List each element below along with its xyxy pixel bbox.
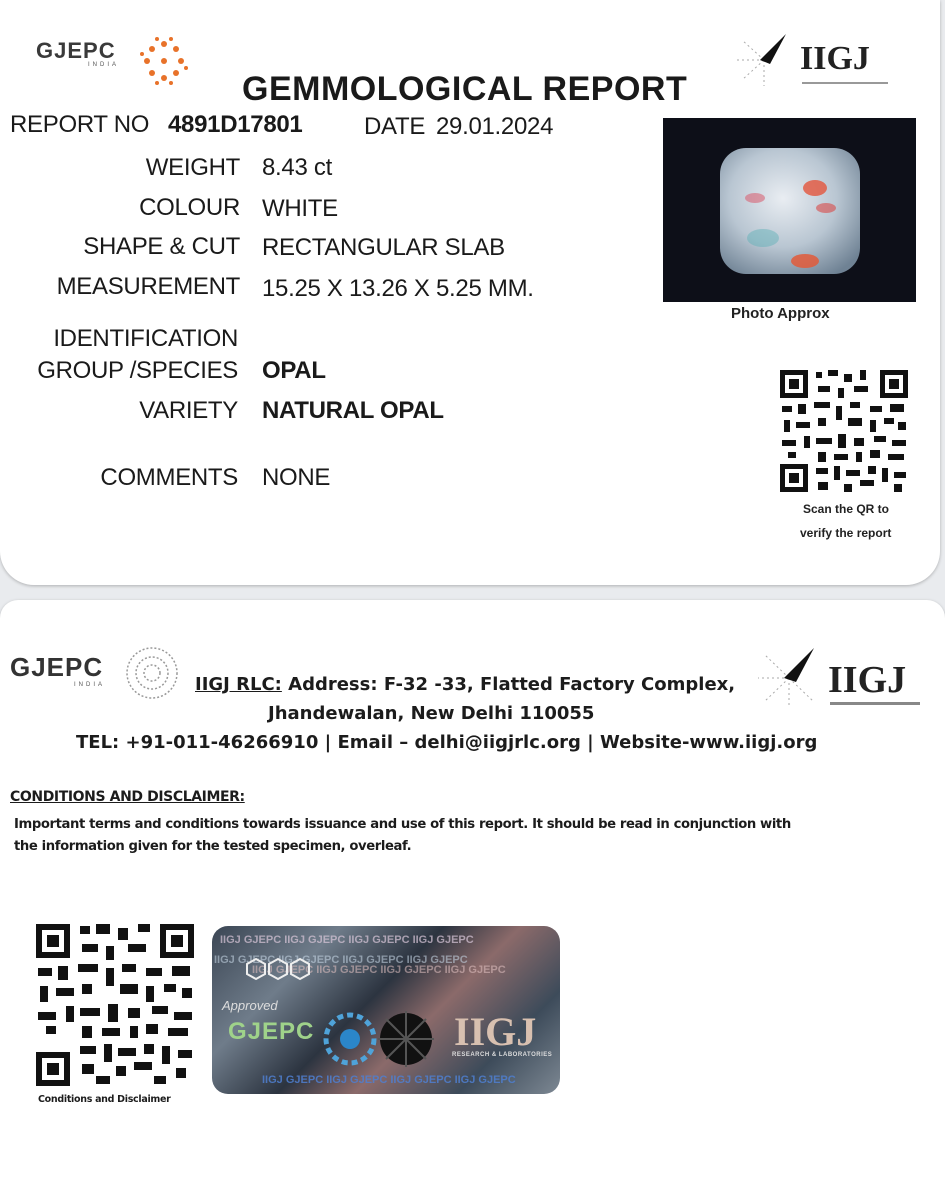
measurement-label: MEASUREMENT — [56, 273, 240, 300]
address-line1 — [195, 674, 735, 695]
gjepc-sunburst-icon — [138, 36, 190, 86]
verify-qr-code[interactable] — [778, 368, 910, 494]
back-gjepc-logo-text: GJEPC — [10, 652, 104, 682]
variety-label: VARIETY — [139, 397, 238, 424]
shape-cut-value: RECTANGULAR SLAB — [262, 234, 505, 261]
weight-label: WEIGHT — [145, 154, 240, 181]
report-no-label: REPORT NO — [10, 111, 150, 138]
conditions-line1: Important terms and conditions towards issuance and use of this report. It should be read in conjunction with — [14, 817, 791, 832]
group-species-value: OPAL — [262, 357, 326, 384]
gjepc-logo-text: GJEPC — [36, 38, 116, 63]
address-line2: Jhandewalan, New Delhi 110055 — [268, 703, 595, 724]
qr-caption-line2: verify the report — [800, 526, 892, 540]
hologram-repeat-bottom: IIGJ GJEPC IIGJ GJEPC IIGJ GJEPC IIGJ GJEPC — [262, 1074, 516, 1086]
report-no-value: 4891D17801 — [168, 111, 303, 138]
report-title: GEMMOLOGICAL REPORT — [242, 70, 688, 108]
hologram-lab-text: RESEARCH & LABORATORIES — [452, 1052, 553, 1058]
shape-cut-label: SHAPE & CUT — [83, 233, 240, 260]
photo-caption: Photo Approx — [731, 305, 830, 322]
gjepc-logo-sub: INDIA — [88, 62, 120, 68]
back-iigj-logo-text: IIGJ — [828, 659, 907, 701]
iigj-logo-rule — [802, 82, 888, 84]
weight-value: 8.43 ct — [262, 154, 332, 181]
hologram-repeat-3: IIGJ GJEPC IIGJ GJEPC IIGJ GJEPC IIGJ GJEPC — [252, 964, 506, 976]
security-hologram — [212, 926, 560, 1094]
address-text: Address: F-32 -33, Flatted Factory Complex, — [281, 674, 736, 695]
date-value: 29.01.2024 — [436, 113, 554, 140]
hologram-iigj: IIGJ — [454, 1009, 537, 1054]
report-back-card — [0, 600, 945, 1200]
conditions-line2: the information given for the tested specimen, overleaf. — [14, 839, 412, 854]
hologram-hexagons-icon — [246, 956, 312, 982]
iigj-star-icon — [734, 30, 794, 86]
colour-value: WHITE — [262, 195, 338, 222]
gjepc-logo — [36, 38, 119, 68]
conditions-qr-caption: Conditions and Disclaimer — [38, 1094, 171, 1105]
conditions-qr-code[interactable] — [34, 922, 196, 1088]
address-label: IIGJ RLC: — [195, 674, 282, 695]
variety-value: NATURAL OPAL — [262, 397, 444, 424]
comments-label: COMMENTS — [100, 464, 238, 491]
iigj-logo-text: IIGJ — [800, 40, 870, 77]
hologram-emblem-icon — [320, 1006, 440, 1072]
gem-photo — [663, 118, 916, 302]
comments-value: NONE — [262, 464, 331, 491]
back-iigj-star-icon — [756, 644, 822, 708]
hologram-approved: Approved — [222, 998, 278, 1013]
qr-caption-line1: Scan the QR to — [803, 502, 890, 516]
opal-stone-image — [663, 118, 916, 302]
group-species-label: GROUP /SPECIES — [37, 357, 238, 384]
back-gjepc-sunburst-icon — [122, 644, 182, 702]
identification-label: IDENTIFICATION — [53, 325, 238, 352]
report-front-card — [0, 0, 940, 585]
hologram-gjepc: GJEPC — [228, 1018, 315, 1045]
contact-line: TEL: +91-011-46266910 | Email – delhi@iigjrlc.org | Website-www.iigj.org — [76, 732, 818, 753]
measurement-value: 15.25 X 13.26 X 5.25 MM. — [262, 275, 534, 302]
back-gjepc-logo-sub: INDIA — [74, 682, 106, 688]
hologram-repeat-1: IIGJ GJEPC IIGJ GJEPC IIGJ GJEPC IIGJ GJEPC — [220, 934, 474, 946]
conditions-heading: CONDITIONS AND DISCLAIMER: — [10, 789, 245, 805]
date-label: DATE — [364, 113, 426, 140]
back-iigj-logo-rule — [830, 702, 920, 705]
hologram-repeat-2: IIGJ GJEPC IIGJ GJEPC IIGJ GJEPC IIGJ GJEPC — [214, 954, 468, 966]
colour-label: COLOUR — [139, 194, 240, 221]
